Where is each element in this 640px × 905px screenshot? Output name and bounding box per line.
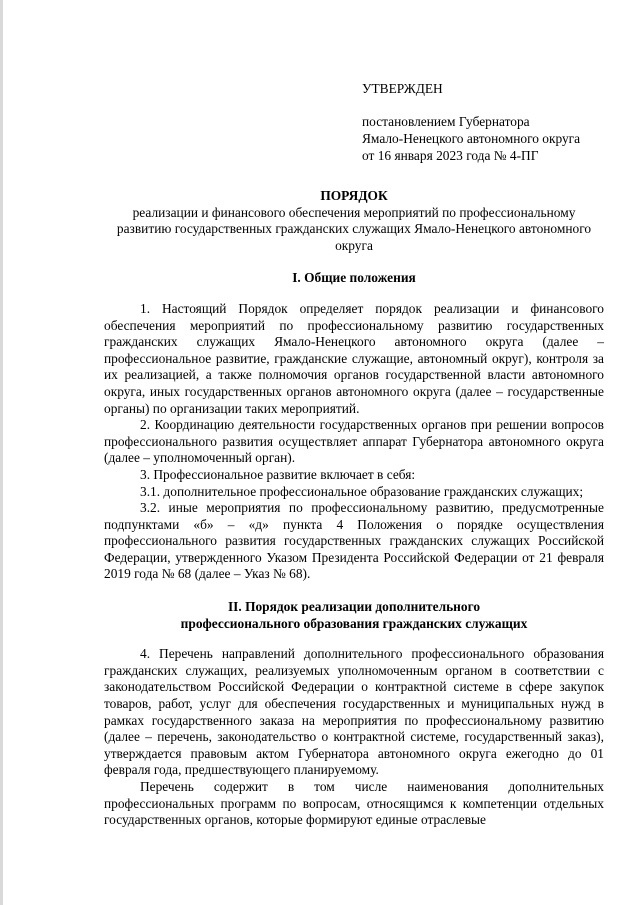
section-2-heading-line-1: II. Порядок реализации дополнительного [227, 599, 481, 615]
approval-line-1: постановлением Губернатора [362, 114, 530, 129]
paragraph-3-2: 3.2. иные мероприятия по профессиональному развитию, предусмотренные подпунктами «б» – «д» пункта 4 Положения о порядке осуществления профессионального развития государственных гражданских служащих Российской Федерации, утвержденного Указом Президента Российской Федерации от 21 февраля 2019 года № 68 (далее – Указ № 68). [104, 500, 604, 582]
paragraph-2: 2. Координацию деятельности государственных органов при решении вопросов профессионального развития осуществляет аппарат Губернатора автономного округа (далее – уполномоченный орган). [104, 417, 604, 466]
paragraph-3-1: 3.1. дополнительное профессиональное образование гражданских служащих; [140, 483, 584, 499]
approval-stamp-heading: УТВЕРЖДЕН [362, 81, 443, 96]
page-edge-divider [0, 0, 3, 905]
document-title: ПОРЯДОК [320, 188, 388, 203]
paragraph-3: 3. Профессиональное развитие включает в себя: [140, 466, 416, 482]
approval-block [362, 80, 622, 164]
paragraph-4: 4. Перечень направлений дополнительного профессионального образования гражданских служащих, реализуемых уполномоченным органом в соответствии с законодательством Российской Федерации о контрактной системе в сфере закупок товаров, работ, услуг для обеспечения государственных и муниципальных нужд в рамках государственного заказа на мероприятия по профессиональному развитию (далее – перечень, законодательство о контрактной системе, государственный заказ), утверждается правовым актом Губернатора автономного округа ежегодно до 01 февраля года, предшествующего планируемому. [104, 646, 604, 778]
section-2-heading-line-2: профессионального образования гражданских служащих [180, 615, 528, 631]
approval-line-3: от 16 января 2023 года № 4-ПГ [362, 148, 539, 163]
document-subtitle: реализации и финансового обеспечения мероприятий по профессиональному развитию государственных гражданских служащих Ямало-Ненецкого автономного округа [116, 204, 592, 253]
paragraph-4-continued: Перечень содержит в том числе наименования дополнительных профессиональных программ по вопросам, относящимся к компетенции отдельных государственных органов, которые формируют единые отраслевые [104, 779, 604, 828]
section-1-heading: I. Общие положения [292, 270, 416, 286]
paragraph-1: 1. Настоящий Порядок определяет порядок реализации и финансового обеспечения мероприятий по профессиональному развитию государственных гражданских служащих Ямало-Ненецкого автономного округа (далее – профессиональное развитие, гражданские служащие, автономный округ), контроля за их реализацией, а также полномочия органов государственной власти автономного округа, иных государственных органов автономного округа (далее – государственные органы) по организации таких мероприятий. [104, 300, 604, 416]
document-body [104, 188, 604, 829]
approval-line-2: Ямало-Ненецкого автономного округа [362, 131, 581, 146]
